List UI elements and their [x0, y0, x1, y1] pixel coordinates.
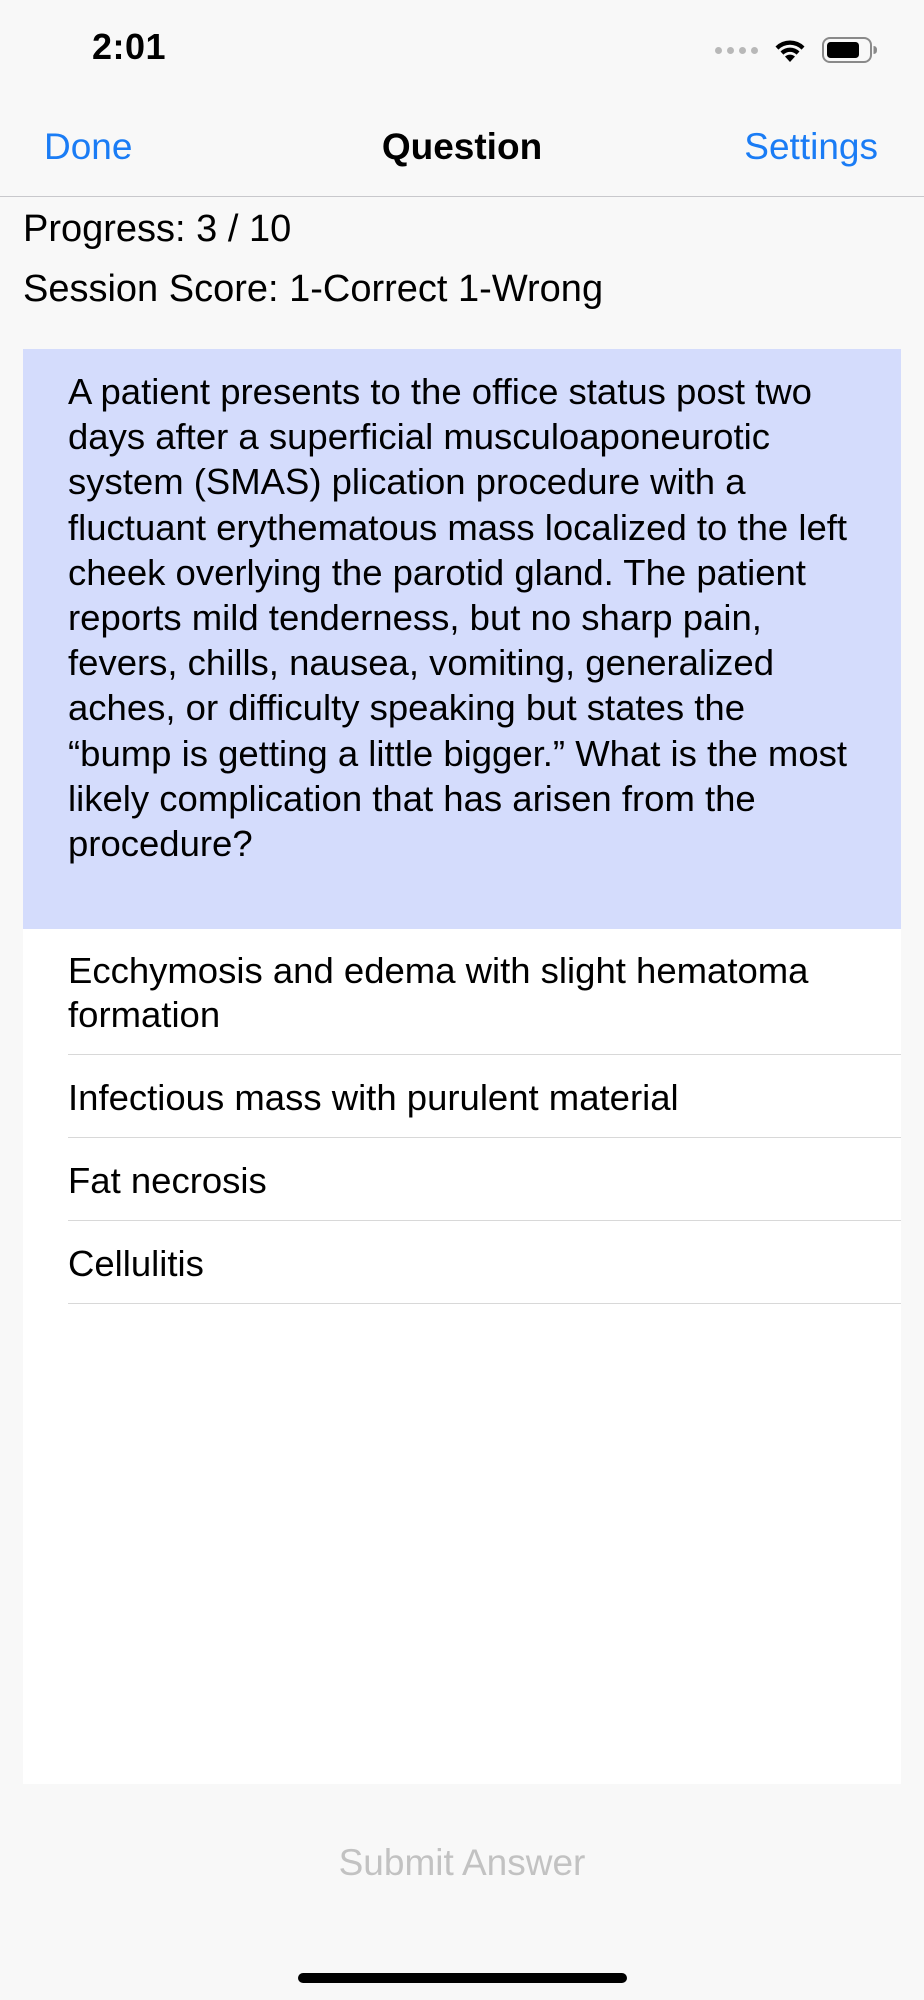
navigation-bar [0, 100, 924, 197]
question-card [23, 349, 901, 1784]
answer-option-2[interactable]: Infectious mass with purulent material [68, 1055, 901, 1138]
progress-text: Progress: 3 / 10 [23, 208, 292, 250]
done-button[interactable]: Done [44, 126, 133, 167]
status-indicators [715, 34, 878, 66]
answer-list [23, 929, 901, 1304]
page-title: Question [381, 126, 543, 167]
settings-button[interactable]: Settings [744, 126, 878, 167]
status-bar [0, 0, 924, 100]
cellular-signal-icon [715, 47, 758, 54]
answer-option-1[interactable]: Ecchymosis and edema with slight hematoma formation [68, 929, 901, 1055]
answer-option-4[interactable]: Cellulitis [68, 1221, 901, 1304]
wifi-icon [772, 36, 808, 64]
answer-option-3[interactable]: Fat necrosis [68, 1138, 901, 1221]
submit-answer-button[interactable]: Submit Answer [338, 1842, 586, 1883]
session-score-text: Session Score: 1-Correct 1-Wrong [23, 268, 604, 310]
status-time: 2:01 [92, 26, 167, 67]
question-text: A patient presents to the office status post two days after a superficial musculoaponeurotic system (SMAS) plication procedure with a fluctuant erythematous mass localized to the left cheek overlying the parotid gland. The patient reports mild tenderness, but no sharp pain, fevers, chills, nausea, vomiting, generalized aches, or difficulty speaking but states the “bump is getting a little bigger.” What is the most likely complication that has arisen from the procedure? [23, 349, 901, 929]
home-indicator[interactable] [298, 1973, 627, 1983]
battery-icon [822, 36, 878, 64]
